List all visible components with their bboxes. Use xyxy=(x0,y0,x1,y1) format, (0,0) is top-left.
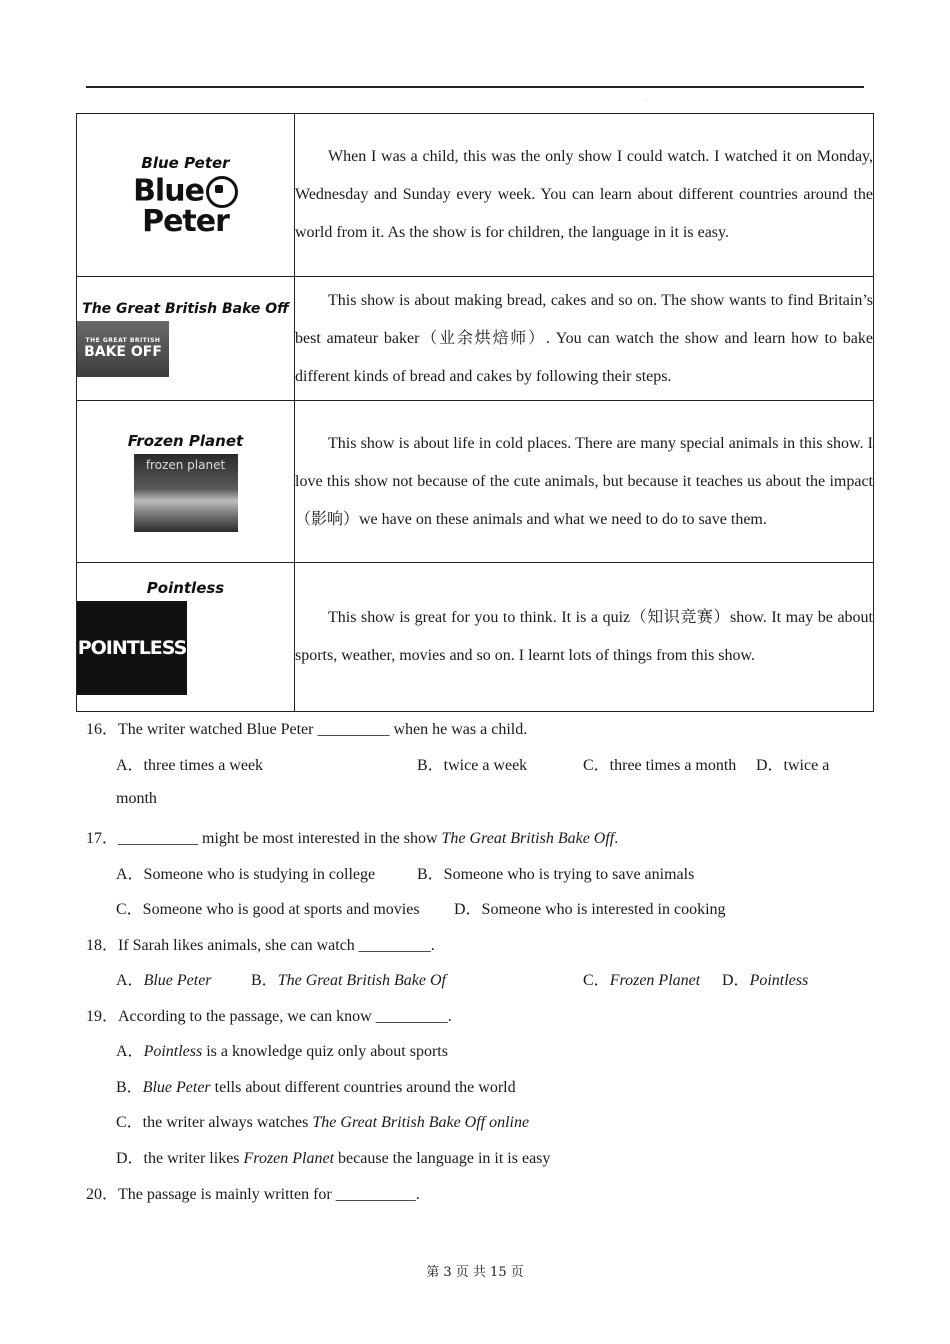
option-a: A．Pointless is a knowledge quiz only about sports xyxy=(116,1043,448,1060)
option-a: A．Blue Peter xyxy=(116,972,212,989)
table-row xyxy=(77,277,874,401)
header-dot: . xyxy=(646,96,648,102)
table-row xyxy=(77,401,874,563)
table-row xyxy=(77,563,874,712)
option-b: B．Blue Peter tells about different countries around the world xyxy=(116,1079,516,1096)
logo-word: Peter xyxy=(142,204,229,239)
question-20: 20．The passage is mainly written for __________. xyxy=(86,1186,420,1203)
option-c: C．three times a month xyxy=(583,757,737,774)
logo-word: Blue xyxy=(133,173,204,209)
question-19: 19．According to the passage, we can know _________. xyxy=(86,1008,452,1025)
page-footer: 第 3 页 共 15 页 xyxy=(426,1265,524,1280)
option-c: C．Frozen Planet xyxy=(583,972,701,989)
option-a: A．Someone who is studying in college xyxy=(116,866,376,883)
logo-title: The Great British Bake Off xyxy=(82,300,289,317)
option-b: B．twice a week xyxy=(417,757,528,774)
option-b: B．The Great British Bake Of xyxy=(251,972,446,989)
bake-off-logo-cell xyxy=(77,277,295,401)
option-c: C．the writer always watches The Great British Bake Off online xyxy=(116,1114,530,1131)
pointless-logo-icon: POINTLESS xyxy=(77,601,187,695)
logo-title: Blue Peter xyxy=(141,154,230,172)
option-c: C．Someone who is good at sports and movies xyxy=(116,901,420,918)
logo-title: Pointless xyxy=(146,579,225,597)
blue-peter-logo-cell xyxy=(77,114,295,277)
blue-peter-logo-icon xyxy=(133,173,238,239)
option-a: A．three times a week xyxy=(116,757,264,774)
question-17: 17．__________ might be most interested in the show The Great British Bake Off. xyxy=(86,830,619,847)
pointless-description: This show is great for you to think. It is a quiz（知识竞赛）show. It may be about sports, weather, movies and so on. I learnt lots of things from this show. xyxy=(295,563,874,712)
question-16: 16．The writer watched Blue Peter _________ when he was a child. xyxy=(86,721,528,738)
table-row xyxy=(77,114,874,277)
option-d: D．the writer likes Frozen Planet because the language in it is easy xyxy=(116,1150,551,1167)
badge-icon xyxy=(206,176,238,208)
option-b: B．Someone who is trying to save animals xyxy=(417,866,695,883)
question-18: 18．If Sarah likes animals, she can watch _________. xyxy=(86,937,435,954)
option-d: D．twice a xyxy=(756,757,830,774)
header-rule xyxy=(86,86,864,88)
frozen-planet-image-icon: frozen planet xyxy=(134,454,238,532)
logo-title: Frozen Planet xyxy=(127,431,244,450)
option-d: D．Someone who is interested in cooking xyxy=(454,901,726,918)
shows-table xyxy=(76,113,874,712)
blue-peter-description: When I was a child, this was the only show I could watch. I watched it on Monday, Wednesday and Sunday every week. You can learn about different countries around the world from it. As the show is for children, the language in it is easy. xyxy=(295,114,874,277)
frozen-planet-description: This show is about life in cold places. There are many special animals in this show. I love this show not because of the cute animals, but because it teaches us about the impact（影响）we have on these animals and what we need to do to save them. xyxy=(295,401,874,563)
frozen-planet-logo-cell xyxy=(77,401,295,563)
pointless-logo-cell xyxy=(77,563,295,712)
bake-off-description: This show is about making bread, cakes and so on. The show wants to find Britain’s best amateur baker（业余烘焙师）. You can watch the show and learn how to bake different kinds of bread and cakes by following their steps. xyxy=(295,277,874,401)
option-d-continued: month xyxy=(116,790,157,807)
bake-off-logo-icon: THE GREAT BRITISH BAKE OFF xyxy=(77,321,169,377)
option-d: D．Pointless xyxy=(722,972,809,989)
